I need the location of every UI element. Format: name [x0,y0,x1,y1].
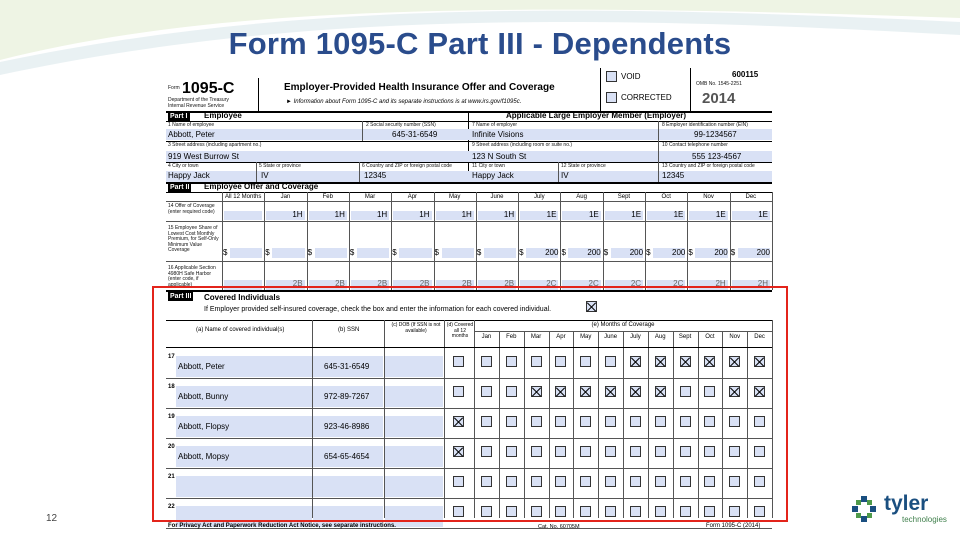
p2-col-line [560,192,561,290]
p2-month-header: All 12 Months [224,194,262,200]
line14-value[interactable]: 1E [546,210,557,219]
ale-title: Applicable Large Employer Member (Employer) [506,111,687,120]
col-d-header: (d) Covered all 12 months [446,322,474,339]
line14-value[interactable]: 1E [758,210,768,219]
covered-ssn[interactable]: 972-89-7267 [324,392,370,401]
dollar-sign: $ [265,248,270,257]
employer-ein[interactable]: 99-1234567 [694,130,737,139]
dollar-sign: $ [646,248,651,257]
line16-value[interactable]: 2H [757,279,768,288]
p2-line14-field [224,211,262,220]
covered-ssn[interactable]: 654-65-4654 [324,452,370,461]
part3-title: Covered Individuals [204,293,281,302]
p2-month-header: May [449,194,461,200]
employer-state[interactable]: IV [561,171,569,180]
form-label: Form [168,85,180,91]
line-number: 21 [168,474,175,480]
employee-city[interactable]: Happy Jack [168,171,210,180]
covered-name[interactable]: Abbott, Peter [178,362,225,371]
employee-ssn[interactable]: 645-31-6549 [392,130,438,139]
employer-city[interactable]: Happy Jack [472,171,514,180]
p2-col-line [264,192,265,290]
p2-month-header: Mar [364,194,376,200]
line15-value[interactable]: 200 [714,248,728,257]
p2-month-header: Oct [661,194,671,200]
corrected-label: CORRECTED [621,93,672,102]
label-line13: 13 Country and ZIP or foreign postal code [662,163,755,169]
line15-value[interactable]: 200 [587,248,601,257]
dollar-sign: $ [561,248,566,257]
p2-col-line [687,192,688,290]
p2-col-line [476,192,477,290]
logo-tagline: technologies [902,515,947,524]
line14-value[interactable]: 1E [588,210,599,219]
covered-name[interactable]: Abbott, Flopsy [178,422,230,431]
line-number: 18 [168,384,175,390]
line16-value[interactable]: 2C [588,279,599,288]
line16-value[interactable]: 2B [419,279,430,288]
dollar-sign: $ [603,248,609,257]
void-checkbox[interactable] [606,71,617,82]
col-e-header: (e) Months of Coverage [591,322,655,328]
p2-month-header: Nov [703,194,714,200]
p2-line15-field [442,248,474,258]
p2-col-line [645,192,646,290]
label-line15: 15 Employee Share of Lowest Cost Monthly Premium, for Self-Only Minimum Value Coverage [168,225,219,253]
p2-month-header: July [533,194,545,200]
employer-address[interactable]: 123 N South St [472,152,527,161]
form-number: 1095-C [182,80,235,97]
corrected-checkbox[interactable] [606,92,617,103]
part3-tag: Part III [170,293,192,300]
p3-month-header: Apr [556,334,566,340]
employee-zip[interactable]: 12345 [364,171,387,180]
p2-row-line [166,261,772,262]
footer-cat: Cat. No. 60705M [538,524,580,530]
form-instructions: ► Information about Form 1095-C and its separate instructions is at www.irs.gov/f1095c. [286,99,522,105]
label-line5: 5 State or province [259,163,301,169]
p3-month-header: May [580,334,592,340]
dollar-sign: $ [519,248,524,257]
p2-line15-field [399,248,431,258]
line14-value[interactable]: 1H [419,210,430,219]
p2-month-header: Feb [322,194,333,200]
irs-label: Internal Revenue Service [168,103,225,109]
footer-form: Form 1095-C (2014) [706,523,761,529]
form-code: 600115 [732,70,759,79]
employer-name[interactable]: Infinite Visions [472,130,524,139]
label-line3: 3 Street address (including apartment no.) [168,142,262,148]
p2-line15-field [272,248,304,258]
p2-month-header: Jan [280,194,291,200]
line16-value[interactable]: 2B [462,279,472,288]
line14-value[interactable]: 1H [292,210,303,219]
dollar-sign: $ [307,248,313,257]
line16-value[interactable]: 2B [504,279,515,288]
p3-month-header: Feb [506,334,517,340]
line-number: 22 [168,504,175,510]
col-c-header: (c) DOB (If SSN is not available) [391,322,441,334]
p2-col-line [518,192,519,290]
omb-number: OMB No. 1545-2251 [696,81,742,87]
logo-name: tyler [884,492,929,515]
dept-label: Department of the Treasury [168,97,229,103]
label-line1: 1 Name of employee [168,122,215,128]
part2-tag: Part II [170,184,190,191]
line14-value[interactable]: 1E [715,210,726,219]
dollar-sign: $ [730,248,736,257]
line16-value[interactable]: 2C [630,279,642,288]
line14-value[interactable]: 1E [631,210,642,219]
line15-value[interactable]: 200 [629,248,644,257]
label-line11: 11 City or town [472,163,505,169]
p2-line15-field [315,248,347,258]
employer-zip[interactable]: 12345 [662,171,685,180]
dollar-sign: $ [688,248,693,257]
label-line6: 6 Country and ZIP or foreign postal code [362,163,452,169]
dollar-sign: $ [476,248,482,257]
p3-month-header: Nov [729,334,741,340]
line14-value[interactable]: 1E [673,210,684,219]
line-number: 19 [168,414,175,420]
p2-col-line [349,192,350,290]
covered-name[interactable]: Abbott, Bunny [178,392,229,401]
col-a-header: (a) Name of covered individual(s) [196,327,285,333]
tax-year: 2014 [702,90,736,107]
line16-value[interactable]: 2C [546,279,557,288]
line16-value[interactable]: 2B [335,279,345,288]
p2-col-line [307,192,308,290]
p2-line15-field [484,248,516,258]
line15-value[interactable]: 200 [545,248,559,257]
employee-address[interactable]: 919 West Burrow St [168,152,239,161]
p2-month-header: Sept [617,194,631,200]
part1-title: Employee [204,111,242,120]
dollar-sign: $ [223,248,228,257]
p3-month-header: July [630,334,641,340]
p2-line15-field [357,248,389,258]
covered-ssn[interactable]: 645-31-6549 [324,362,370,371]
col-b-header: (b) SSN [338,327,360,333]
part3-instruction: If Employer provided self-insured coverage, check the box and enter the information for each covered individual. [204,306,552,313]
p2-col-line [772,192,773,290]
void-label: VOID [621,72,641,81]
p2-col-line [730,192,731,290]
label-line16: 16 Applicable Section 4980H Safe Harbor (enter code, if applicable) [168,265,216,288]
p2-month-header: Dec [745,194,757,200]
p2-col-line [603,192,604,290]
line15-value[interactable]: 200 [756,248,770,257]
line14-value[interactable]: 1H [461,210,472,219]
line-number: 17 [168,354,175,360]
p3-month-header: Oct [705,334,715,340]
p2-col-line [434,192,435,290]
p3-month-header: June [604,334,618,340]
employee-state[interactable]: IV [261,171,269,180]
p2-month-header: Aug [576,194,587,200]
line16-value[interactable]: 2C [673,279,684,288]
line16-value[interactable]: 2B [292,279,303,288]
p2-col-line [222,192,223,290]
part3-highlight [152,286,788,522]
part2-title: Employee Offer and Coverage [204,182,319,191]
dollar-sign: $ [434,248,439,257]
p3-month-header: Sept [678,334,692,340]
line14-value[interactable]: 1H [376,210,388,219]
label-line10: 10 Contact telephone number [662,142,728,148]
line14-value[interactable]: 1H [503,210,515,219]
form-heading: Employer-Provided Health Insurance Offer and Coverage [284,82,555,93]
label-line7: 7 Name of employer [472,122,518,128]
p3-month-header: Jan [481,334,492,340]
covered-name[interactable]: Abbott, Mopsy [178,452,230,461]
page-number: 12 [46,513,58,524]
label-line8: 8 Employer identification number (EIN) [662,122,748,128]
covered-ssn[interactable]: 923-46-8986 [324,422,370,431]
p2-row-line [166,221,772,222]
line16-value[interactable]: 2B [377,279,388,288]
dollar-sign: $ [349,248,355,257]
p2-col-line [391,192,392,290]
footer-privacy: For Privacy Act and Paperwork Reduction Act Notice, see separate instructions. [168,523,396,529]
p2-row-line [166,201,772,202]
slide-title: Form 1095-C Part III - Dependents [228,26,732,61]
tyler-logo [848,492,948,528]
dollar-sign: $ [392,248,397,257]
label-line2: 2 Social security number (SSN) [366,122,436,128]
p2-month-header: June [490,194,504,200]
p2-month-header: Apr [407,194,418,200]
p3-month-header: Aug [654,334,666,340]
line14-value[interactable]: 1H [334,210,345,219]
line16-value[interactable]: 2H [715,279,726,288]
line15-value[interactable]: 200 [672,248,686,257]
employer-phone[interactable]: 555 123-4567 [692,152,742,161]
p3-month-header: Dec [754,334,765,340]
employee-name[interactable]: Abbott, Peter [168,130,215,139]
label-line14: 14 Offer of Coverage (enter required code) [168,203,215,215]
label-line9: 9 Street address (including room or suite no.) [472,142,573,148]
label-line4: 4 City or town [168,163,199,169]
tyler-logo-icon [848,494,880,526]
p2-line15-field [230,248,262,258]
line-number: 20 [168,444,175,450]
label-line12: 12 State or province [561,163,606,169]
part1-tag: Part I [170,113,188,120]
p3-month-header: Mar [530,334,542,340]
